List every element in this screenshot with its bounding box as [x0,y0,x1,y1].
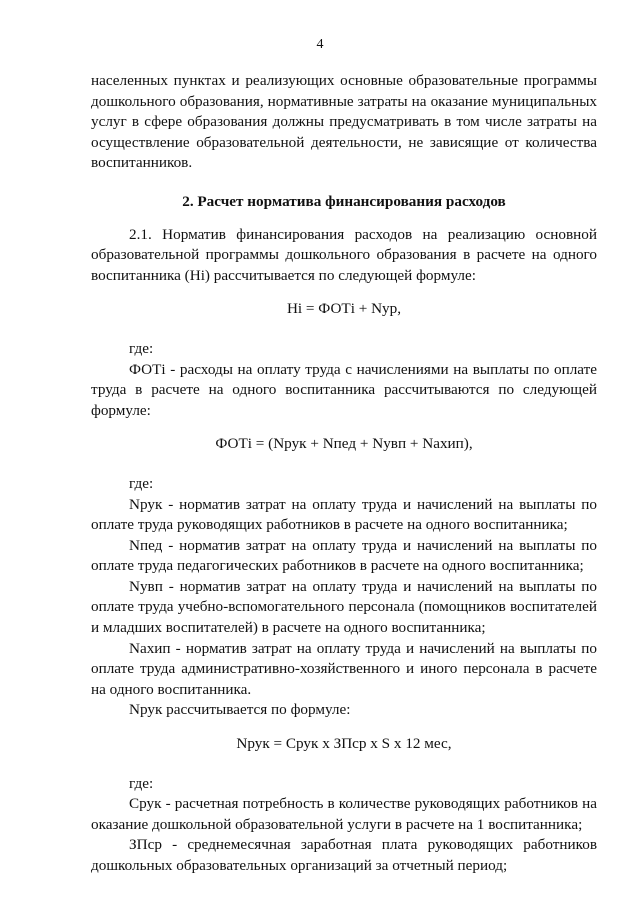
paragraph-2-1: 2.1. Норматив финансирования расходов на реализацию основной образовательной программы дошкольного образования в расчете на одного воспитанника (Нi) рассчитывается по следующей формуле: [91,225,597,284]
definition-nped: Nпед - норматив затрат на оплату труда и начислений на выплаты по оплате труда педагогических работников в расчете на одного воспитанника; [91,536,597,575]
formula-hi: Нi = ФОТi + Nур, [286,300,402,318]
where-label: где: [129,774,154,792]
definition-nuvp: Nувп - норматив затрат на оплату труда и начислений на выплаты по оплате труда учебно-вспомогательного персонала (помощников воспитателей и младших воспитателей) в расчете на одного воспитанника; [91,577,597,637]
section-heading: 2. Расчет норматива финансирования расходов [182,192,506,210]
paragraph-intro: населенных пунктах и реализующих основные образовательные программы дошкольного образования, нормативные затраты на оказание муниципальных услуг в сфере образования должны предусматривать в том числе затраты на осуществление образовательной деятельности, не зависящие от количества воспитанников. [91,72,597,172]
definition-nahip: Nахип - норматив затрат на оплату труда и начислений на выплаты по оплате труда административно-хозяйственного и иного персонала в расчете на одного воспитанника. [91,639,597,698]
page-number: 4 [316,37,324,52]
where-label: где: [129,474,154,492]
nruk-intro: Nрук рассчитывается по формуле: [129,701,351,719]
definition-fot: ФОТi - расходы на оплату труда с начислениями на выплаты по оплате труда в расчете на одного воспитанника рассчитываются по следующей формуле: [91,360,597,419]
formula-nruk: Nрук = Срук х ЗПср х S х 12 мес, [236,735,452,753]
definition-sruk: Срук - расчетная потребность в количестве руководящих работников на оказание дошкольной образовательной услуги в расчете на 1 воспитанника; [91,795,597,833]
definition-nruk: Nрук - норматив затрат на оплату труда и начислений на выплаты по оплате труда руководящих работников в расчете на одного воспитанника; [91,495,597,534]
document-body [91,71,597,877]
formula-fot: ФОТi = (Nрук + Nпед + Nувп + Nахип), [215,435,473,453]
definition-zpsr: ЗПср - среднемесячная заработная плата руководящих работников дошкольных образовательных организаций за отчетный период; [91,836,597,874]
where-label: где: [129,339,154,357]
